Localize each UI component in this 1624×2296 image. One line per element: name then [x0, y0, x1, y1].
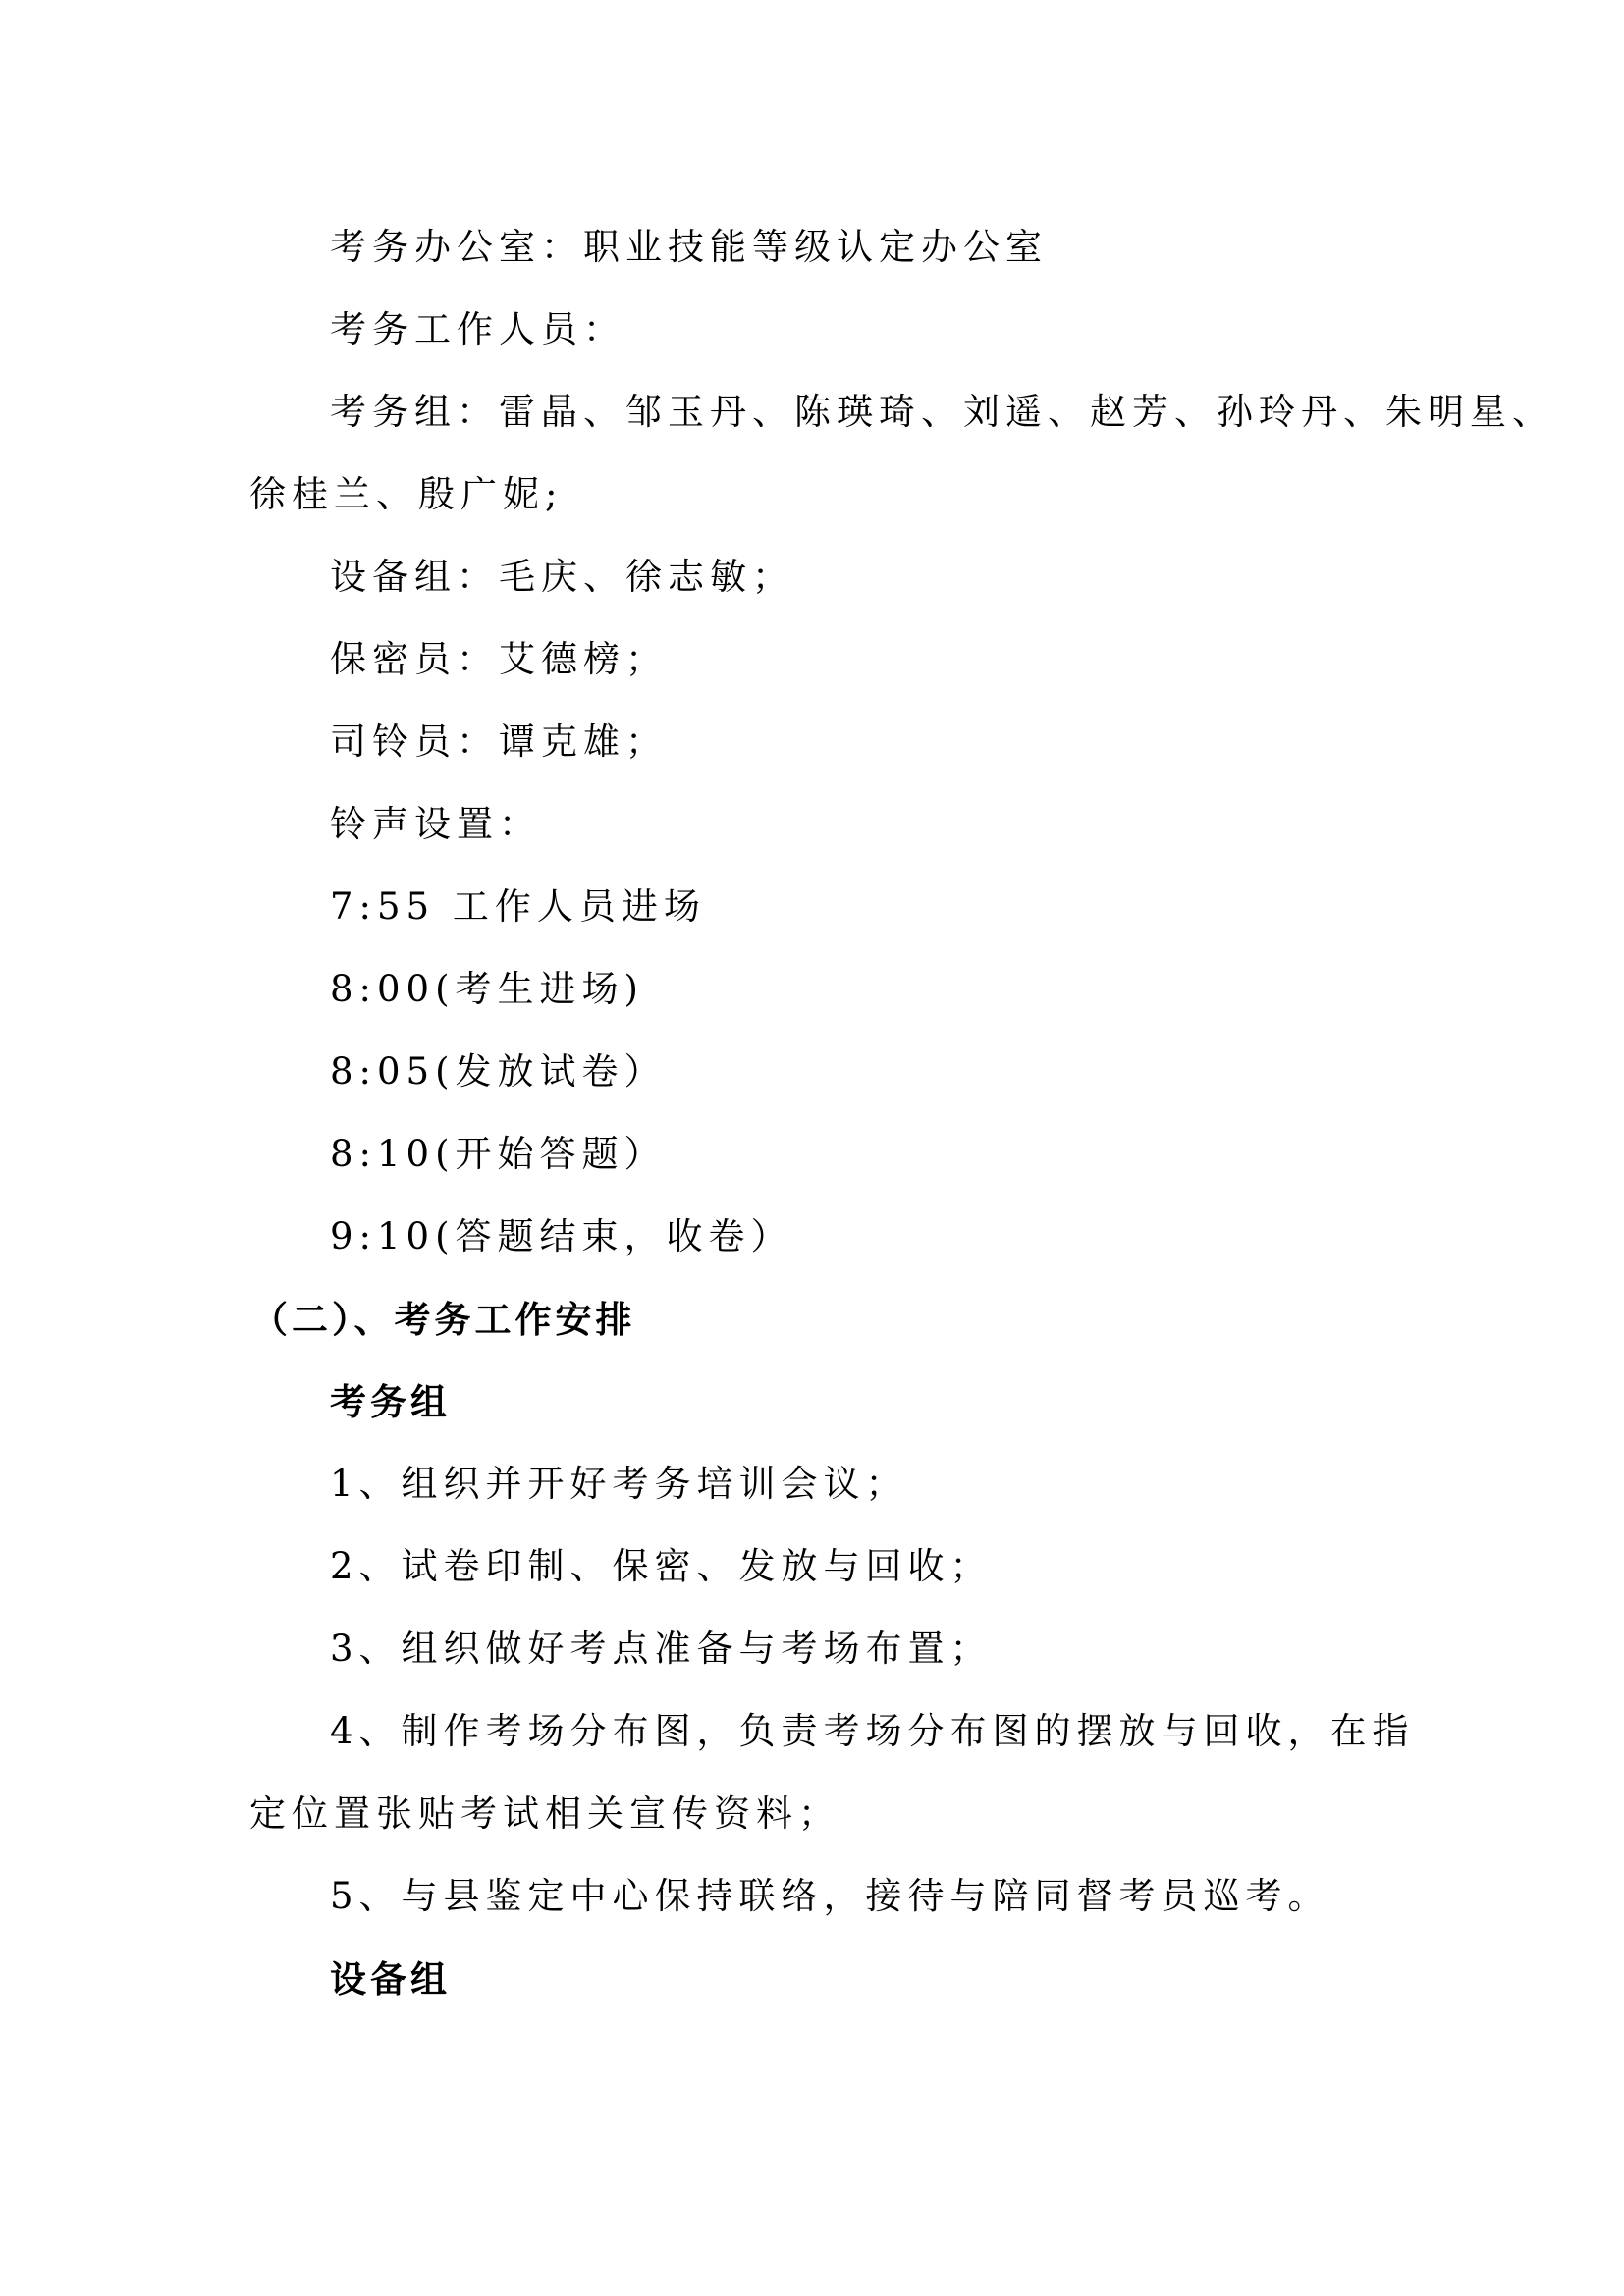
exam-office-line: 考务办公室：职业技能等级认定办公室 [330, 226, 1048, 268]
bell-settings-label: 铃声设置： [330, 803, 541, 845]
exam-staff-label: 考务工作人员： [330, 308, 625, 350]
exam-group-item-4: 4、制作考场分布图，负责考场分布图的摆放与回收，在指 [330, 1710, 1415, 1752]
exam-group-item-5: 5、与县鉴定中心保持联络，接待与陪同督考员巡考。 [330, 1875, 1330, 1917]
bell-time-2: 8:00(考生进场) [330, 968, 644, 1010]
bell-time-3: 8:05(发放试卷） [330, 1050, 667, 1093]
bell-time-1: 7:55 工作人员进场 [330, 885, 706, 928]
section-heading: （二）、考务工作安排 [251, 1298, 636, 1341]
exam-group-item-4-continued: 定位置张贴考试相关宣传资料； [249, 1792, 840, 1835]
exam-group-item-2: 2、试卷印制、保密、发放与回收； [330, 1545, 993, 1587]
bell-time-4: 8:10(开始答题） [330, 1133, 667, 1175]
exam-group-item-3: 3、组织做好考点准备与考场布置； [330, 1628, 993, 1670]
exam-group-members-continued: 徐桂兰、殷广妮; [249, 473, 564, 515]
exam-group-item-1: 1、组织并开好考务培训会议； [330, 1463, 908, 1505]
bell-time-5: 9:10(答题结束，收卷） [330, 1215, 793, 1257]
exam-group-members-line: 考务组：雷晶、邹玉丹、陈瑛琦、刘遥、赵芳、孙玲丹、朱明星、 [330, 391, 1554, 433]
security-officer-line: 保密员：艾德榜； [330, 638, 668, 680]
equipment-group-members: 设备组：毛庆、徐志敏； [330, 556, 794, 598]
bell-ringer-line: 司铃员：谭克雄； [330, 721, 668, 763]
exam-group-heading: 考务组 [330, 1380, 451, 1423]
equipment-group-heading: 设备组 [330, 1957, 451, 2001]
